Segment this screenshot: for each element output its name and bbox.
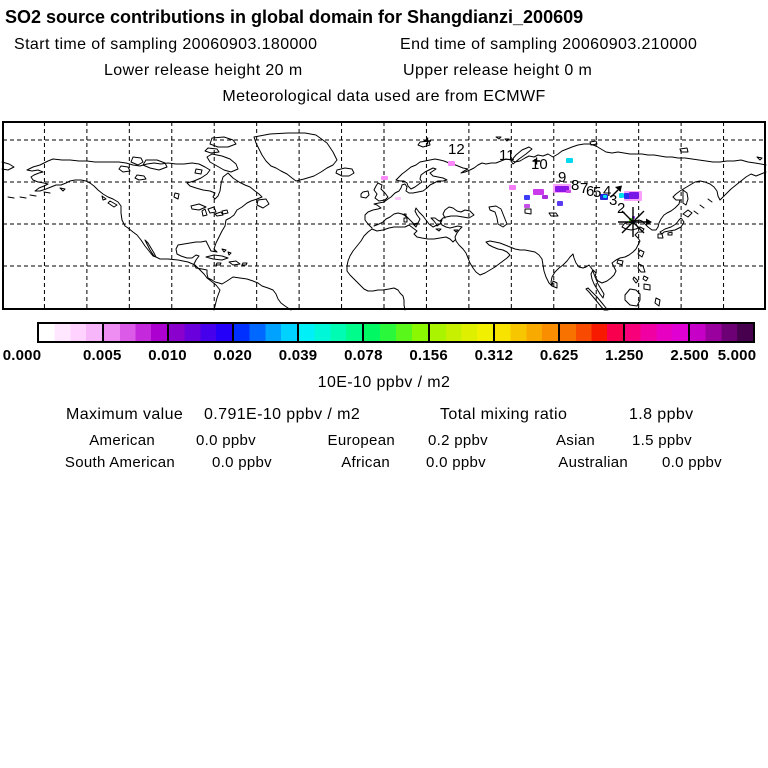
concentration-patch (381, 176, 388, 180)
colorbar-tick-label: 1.250 (605, 347, 644, 364)
trajectory-day-label: 8 (571, 177, 580, 194)
contribution-value-south-american: 0.0 ppbv (212, 454, 272, 471)
trajectory-day-label: 12 (448, 141, 465, 158)
concentration-patch (619, 193, 624, 198)
colorbar-unit-label: 10E-10 ppbv / m2 (317, 374, 451, 391)
concentration-patch (509, 185, 516, 190)
upper-release-label: Upper release height 0 m (403, 62, 593, 79)
colorbar-segment (39, 324, 104, 341)
colorbar-segment (364, 324, 429, 341)
concentration-patch (524, 204, 530, 208)
contribution-value-african: 0.0 ppbv (426, 454, 486, 471)
colorbar-tick-label: 0.020 (213, 347, 253, 364)
trajectory-day-label: 10 (531, 156, 548, 173)
trajectory-day-label: 5 (593, 184, 602, 201)
contribution-region-australian: Australian (558, 454, 628, 471)
contribution-region-european: European (327, 432, 395, 449)
colorbar (37, 322, 755, 343)
trajectory-day-label: 7 (580, 180, 589, 197)
contribution-value-european: 0.2 ppbv (428, 432, 488, 449)
concentration-patch (566, 158, 573, 163)
colorbar-tick-label: 0.156 (409, 347, 448, 364)
colorbar-segment (625, 324, 690, 341)
maximum-value: 0.791E-10 ppbv / m2 (204, 406, 361, 423)
colorbar-tick-label: 5.000 (717, 347, 757, 364)
colorbar-segment (495, 324, 560, 341)
contribution-value-asian: 1.5 ppbv (632, 432, 692, 449)
trajectory-day-label: 6 (586, 183, 595, 200)
concentration-patch (557, 201, 563, 206)
trajectory-day-label: 9 (558, 169, 567, 186)
start-time-label: Start time of sampling 20060903.180000 (14, 36, 318, 53)
concentration-patch (395, 197, 401, 200)
colorbar-tick-label: 0.312 (474, 347, 514, 364)
lower-release-label: Lower release height 20 m (104, 62, 303, 79)
maximum-value-label: Maximum value (66, 406, 184, 423)
colorbar-segment (690, 324, 753, 341)
colorbar-tick-label: 0.039 (278, 347, 318, 364)
end-time-label: End time of sampling 20060903.210000 (400, 36, 698, 53)
contribution-value-american: 0.0 ppbv (196, 432, 256, 449)
concentration-patch (629, 192, 639, 199)
concentration-patch (542, 195, 548, 199)
contribution-region-asian: Asian (555, 432, 595, 449)
trajectory-day-label: 2 (617, 200, 626, 217)
colorbar-segment (560, 324, 625, 341)
trajectory-day-label: 3 (609, 192, 618, 209)
contribution-value-australian: 0.0 ppbv (662, 454, 722, 471)
concentration-patch (533, 189, 544, 195)
concentration-patch (524, 195, 530, 200)
trajectory-day-label: 4 (603, 183, 612, 200)
colorbar-segment (104, 324, 169, 341)
colorbar-tick-label: 2.500 (670, 347, 709, 364)
colorbar-tick-label: 0.625 (539, 347, 579, 364)
colorbar-tick-label: 0.078 (344, 347, 383, 364)
colorbar-segment (234, 324, 299, 341)
colorbar-tick-label: 0.005 (82, 347, 122, 364)
colorbar-segment (430, 324, 495, 341)
contribution-region-south-american: South American (64, 454, 175, 471)
world-map (0, 119, 768, 315)
colorbar-tick-label: 0.010 (148, 347, 187, 364)
page-title: SO2 source contributions in global domain for Shangdianzi_200609 (5, 7, 584, 27)
total-mixing-ratio-label: Total mixing ratio (440, 406, 568, 423)
colorbar-segment (299, 324, 364, 341)
contribution-region-african: African (341, 454, 390, 471)
trajectory-day-label: 11 (499, 147, 515, 164)
met-data-label: Meteorological data used are from ECMWF (222, 88, 546, 105)
contribution-region-american: American (89, 432, 155, 449)
concentration-patch (448, 161, 455, 166)
colorbar-tick-label: 0.000 (2, 347, 42, 364)
total-mixing-ratio-value: 1.8 ppbv (629, 406, 694, 423)
colorbar-segment (169, 324, 234, 341)
